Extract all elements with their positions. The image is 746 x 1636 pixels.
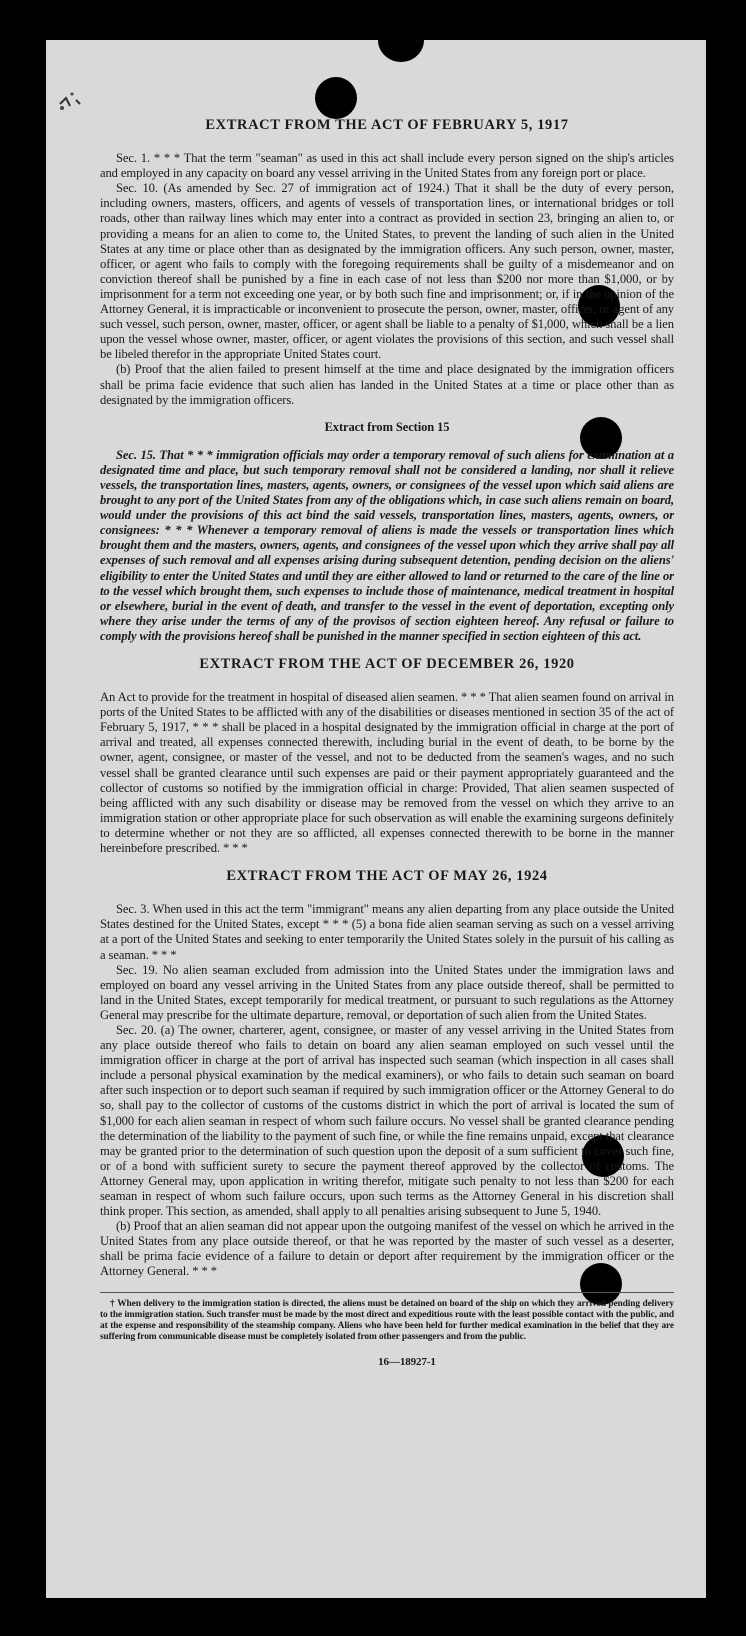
punch-hole — [315, 77, 357, 119]
ink-smudge — [54, 86, 114, 116]
subheading-section-15: Extract from Section 15 — [324, 419, 450, 434]
paragraph-sec-20a: Sec. 20. (a) The owner, charterer, agent, consignee, or master of any vessel arriving in the United States from any place outside thereof who fails to detain on board any alien seaman employed on such vessel until the immigration officer in charge at the port of arrival has inspected such seaman (which inspection in all cases shall include a personal physical examination by the medical examiners), or who fails to detain such seaman on board after such inspection or to deport such seaman if required by such immigration officer or the Attorney General to do so, shall pay to the collector of customs of the customs district in which the port of arrival is located the sum of $1,000 for each alien seaman in respect of whom such failure occurs. No vessel shall be granted clearance pending the determination of the liability to the payment of such fine, or while the fine remains unpaid, except that clearance may be granted prior to the determination of such question upon the deposit of a sum sufficient to cover such fine, or of a bond with sufficient surety to secure the payment thereof approved by the collector of customs. The Attorney General may, upon application in writing therefor, mitigate such penalty to not less than $200 for each seaman in respect of whom such failure occurs, upon such terms as the Attorney General in his discretion shall think proper. This section, as amended, shall apply to all penalties arising subsequent to June 5, 1940. — [100, 1022, 674, 1219]
paragraph-sec-3: Sec. 3. When used in this act the term "immigrant" means any alien departing from any place outside the United States destined for the United States, except * * * (5) a bona fide alien seaman serving as such on a vessel arriving at a port of the United States and seeking to enter temporarily the United States solely in the pursuit of his calling as a seaman. * * * — [100, 902, 674, 962]
paragraph-sec-1: Sec. 1. * * * That the term "seaman" as used in this act shall include every person signed on the ship's articles and employed in any capacity on board any vessel arriving in the United States from any foreign port or place. — [100, 151, 674, 181]
footnote: † When delivery to the immigration station is directed, the aliens must be detained on board of the ship on which they arrived pending delivery to the immigration station. Such transfer must be made by the most direct and expeditious route with the least possible contact with the public, and at the expense and responsibility of the steamship company. Aliens who have been held for further medical examination in the belief that they are suffering from communicable disease must be completely isolated from other passengers and from the public. — [100, 1292, 674, 1343]
paragraph-sec-10: Sec. 10. (As amended by Sec. 27 of immigration act of 1924.) That it shall be the duty of every person, including owners, masters, officers, and agents of vessels of transportation lines, or international bridges or toll roads, other than railway lines which may enter into a contract as provided in section 23, bringing an alien to, or providing a means for an alien to come to, the United States, to prevent the landing of such alien in the United States at any time or place other than as designated by the immigration officers. Any such person, owner, master, officer, or agent who fails to comply with the foregoing requirements shall be guilty of a misdemeanor and on conviction thereof shall be punished by a fine in each case of not less than $200 nor more than $1,000, or by imprisonment for a term not exceeding one year, or by both such fine and imprisonment; or, if in the opinion of the Attorney General, it is impracticable or inconvenient to prosecute the person, owner, master, officer, or agent of any such vessel, such person, owner, master, officer, or agent shall be liable to a penalty of $1,000, which shall be a lien upon the vessel whose owner, master, officer, or agent violates the provisions of this section, and such vessel shall be libeled therefor in the appropriate United States court. — [100, 181, 674, 362]
punch-notch — [378, 40, 424, 62]
heading-act-1920: EXTRACT FROM THE ACT OF DECEMBER 26, 1920 — [199, 656, 575, 672]
heading-act-1917: EXTRACT FROM THE ACT OF FEBRUARY 5, 1917 — [205, 117, 569, 133]
form-number: 16—18927-1 — [378, 1355, 436, 1368]
paragraph-sec-10b: (b) Proof that the alien failed to present himself at the time and place designated by the immigration officers shall be prima facie evidence that such alien has landed in the United States at a time or place other than as designated by the immigration officers. — [100, 362, 674, 407]
document-body — [100, 118, 674, 1370]
paragraph-sec-19: Sec. 19. No alien seaman excluded from admission into the United States under the immigration laws and employed on board any vessel arriving in the United States from any place outside thereof, shall be permitted to land in the United States, except temporarily for medical treatment, or pursuant to such regulations as the Attorney General may prescribe for the ultimate departure, removal, or deportation of such alien from the United States. — [100, 962, 674, 1022]
paragraph-act-1920: An Act to provide for the treatment in hospital of diseased alien seamen. * * * That alien seamen found on arrival in ports of the United States to be afflicted with any of the disabilities or diseases mentioned in section 35 of the act of February 5, 1917, * * * shall be placed in a hospital designated by the immigration official in charge at the port of arrival and treated, all expenses connected therewith, including burial in the event of death, to be borne by the owner, agent, consignee, or master of the vessel, and not to be deducted from the seamen's wages, and no such vessel shall be granted clearance until such expenses are paid or their payment appropriately guaranteed and the collector of customs so notified by the immigration official in charge: Provided, That alien seamen suspected of being afflicted with any such disability or disease may be removed from the vessel on which they arrive to an immigration station or other appropriate place for such observation as will enable the examining surgeons definitely to determine whether or not they are so afflicted, all expenses connected therewith to be borne in the manner hereinbefore prescribed. * * * — [100, 690, 674, 856]
document-page — [46, 40, 706, 1598]
heading-act-1924: EXTRACT FROM THE ACT OF MAY 26, 1924 — [226, 868, 548, 885]
paragraph-sec-15: Sec. 15. That * * * immigration officials may order a temporary removal of such aliens for examination at a designated time and place, but such temporary removal shall not be considered a landing, nor shall it relieve vessels, the transportation lines, masters, agents, owners, or consignees of the vessel upon which said aliens are brought to any port of the United States from any of the obligations which, in case such aliens remain on board, would under the provisions of this act bind the said vessels, transportation lines, masters, agents, owners, or consignees: * * * Whenever a temporary removal of aliens is made the vessels or transportation lines which brought them and the masters, owners, agents, and consignees of the vessel upon which they arrive shall pay all expenses of such removal and all expenses arising during subsequent detention, pending decision on the aliens' eligibility to enter the United States and until they are either allowed to land or returned to the care of the line or to the vessel which brought them, such expenses to include those of maintenance, medical treatment in hospital or elsewhere, burial in the event of death, and transfer to the vessel in the event of deportation, excepting only where they arise under the terms of any of the provisos of section eighteen hereof. Any refusal or failure to comply with the provisions hereof shall be punished in the manner specified in section eighteen of this act. — [100, 447, 674, 643]
paragraph-sec-20b: (b) Proof that an alien seaman did not appear upon the outgoing manifest of the vessel on which he arrived in the United States from any place outside thereof, or that he was reported by the master of such vessel as a deserter, shall be prima facie evidence of a failure to detain or deport after requirement by the immigration officer or the Attorney General. * * * — [100, 1219, 674, 1279]
